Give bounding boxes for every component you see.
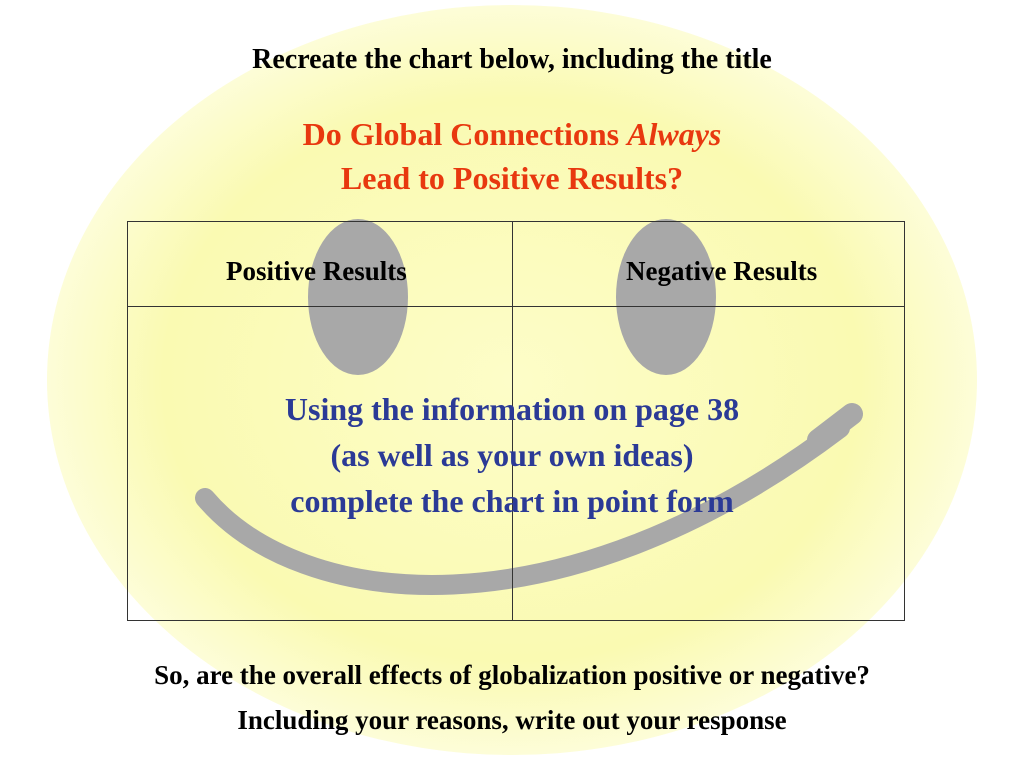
title-line-1 xyxy=(0,112,1024,156)
overlay-instructions xyxy=(0,386,1024,524)
table-header-divider xyxy=(128,306,904,307)
footer-question: So, are the overall effects of globalization positive or negative? xyxy=(154,660,870,690)
overlay-line-3: complete the chart in point form xyxy=(290,483,734,519)
negative-results-header: Negative Results xyxy=(626,256,818,286)
positive-results-header: Positive Results xyxy=(226,256,407,286)
chart-title xyxy=(0,112,1024,200)
footer-response-prompt: Including your reasons, write out your response xyxy=(237,705,787,735)
title-line-2: Lead to Positive Results? xyxy=(340,160,684,196)
title-emphasis: Always xyxy=(627,116,722,152)
title-prefix: Do Global Connections xyxy=(302,116,628,152)
overlay-line-1: Using the information on page 38 xyxy=(284,391,740,427)
overlay-line-2: (as well as your own ideas) xyxy=(330,437,694,473)
instruction-text: Recreate the chart below, including the title xyxy=(252,44,772,75)
